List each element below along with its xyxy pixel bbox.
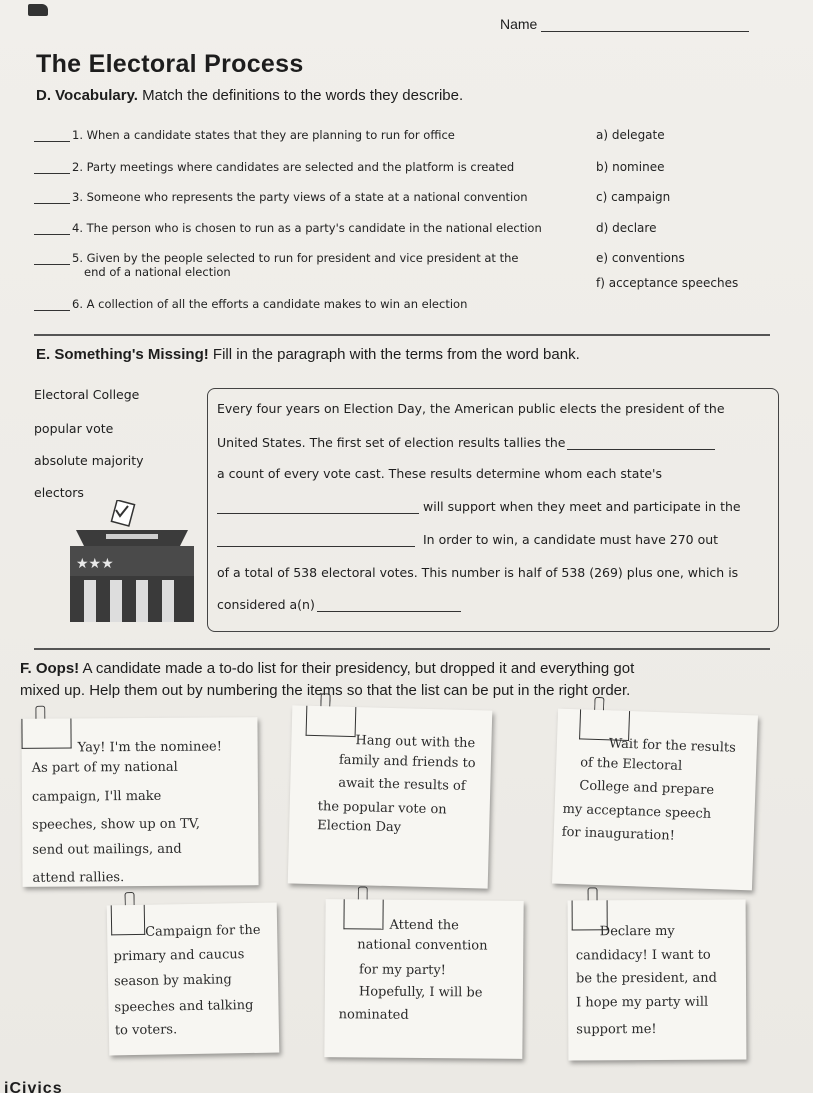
vocab-definition-5: 5. Given by the people selected to run for president and vice president at the bbox=[72, 251, 519, 265]
note-5-pin bbox=[358, 886, 368, 900]
paragraph-line-4-text: will support when they meet and participate in the bbox=[423, 499, 741, 514]
todo-note-4 bbox=[107, 903, 280, 1056]
word-bank-item-4: electors bbox=[34, 485, 84, 500]
note-3-line-2: of the Electoral bbox=[579, 754, 683, 774]
vocab-definition-5-cont: end of a national election bbox=[84, 265, 231, 279]
note-6-text bbox=[576, 922, 718, 1040]
note-1-pin bbox=[35, 706, 45, 720]
note-2-line-2: family and friends to bbox=[338, 752, 476, 771]
note-5-line-1: Attend the bbox=[389, 917, 459, 934]
section-divider-2 bbox=[34, 648, 770, 650]
note-5-line-5: nominated bbox=[338, 1007, 409, 1023]
vocab-definition-1: 1. When a candidate states that they are planning to run for office bbox=[72, 128, 455, 142]
name-field[interactable] bbox=[500, 16, 749, 32]
page-title: The Electoral Process bbox=[36, 50, 304, 78]
note-1-line-3: campaign, I'll make bbox=[31, 788, 162, 805]
todo-note-1 bbox=[21, 717, 258, 887]
section-e-heading bbox=[36, 346, 580, 363]
answer-blank-5[interactable] bbox=[34, 255, 70, 265]
section-f-heading bbox=[20, 660, 634, 677]
vocab-item-2 bbox=[34, 160, 514, 174]
paragraph-blank-1[interactable] bbox=[567, 438, 715, 450]
section-d-label: D. Vocabulary. bbox=[36, 87, 138, 104]
note-1-line-5: send out mailings, and bbox=[32, 841, 182, 858]
note-1-line-6: attend rallies. bbox=[32, 869, 125, 886]
note-1-line-2: As part of my national bbox=[31, 759, 178, 776]
paragraph-line-4 bbox=[217, 499, 741, 514]
paragraph-line-3: a count of every vote cast. These results determine whom each state's bbox=[217, 466, 663, 481]
note-6-line-3: be the president, and bbox=[575, 970, 717, 987]
todo-note-6 bbox=[568, 900, 747, 1061]
note-3-line-4: my acceptance speech bbox=[562, 801, 712, 822]
note-4-line-4: speeches and talking bbox=[114, 997, 254, 1015]
todo-note-2 bbox=[288, 705, 493, 888]
paragraph-line-1: Every four years on Election Day, the American public elects the president of the bbox=[217, 401, 725, 416]
word-bank-item-2: popular vote bbox=[34, 421, 114, 436]
paragraph-line-6: of a total of 538 electoral votes. This number is half of 538 (269) plus one, which is bbox=[217, 565, 739, 580]
vocab-item-4 bbox=[34, 221, 542, 235]
vocab-item-6 bbox=[34, 297, 467, 311]
vocab-item-5 bbox=[34, 251, 518, 265]
paragraph-line-7 bbox=[217, 597, 461, 612]
answer-blank-4[interactable] bbox=[34, 225, 70, 235]
todo-note-3 bbox=[552, 709, 758, 891]
name-label: Name bbox=[500, 16, 538, 32]
vocab-definition-3: 3. Someone who represents the party views of a state at a national convention bbox=[72, 190, 528, 204]
note-5-line-2: national convention bbox=[357, 936, 488, 954]
note-1-line-4: speeches, show up on TV, bbox=[32, 816, 201, 833]
option-c: c) campaign bbox=[596, 190, 671, 204]
word-bank-item-1: Electoral College bbox=[34, 387, 140, 402]
note-4-line-5: to voters. bbox=[114, 1022, 178, 1039]
answer-blank-3[interactable] bbox=[34, 194, 70, 204]
answer-blank-6[interactable] bbox=[34, 301, 70, 311]
name-blank[interactable] bbox=[541, 18, 749, 32]
note-6-line-5: support me! bbox=[576, 1022, 657, 1038]
section-f-instructions: A candidate made a to-do list for their presidency, but dropped it and everything got bbox=[82, 660, 635, 677]
note-3-line-5: for inauguration! bbox=[561, 824, 676, 844]
svg-text:★★★: ★★★ bbox=[76, 556, 114, 572]
todo-note-5 bbox=[324, 899, 523, 1059]
note-4-line-1: Campaign for the bbox=[145, 922, 261, 940]
paragraph-line-2 bbox=[217, 435, 715, 450]
note-1-line-1: Yay! I'm the nominee! bbox=[77, 739, 222, 756]
note-3-text bbox=[561, 733, 736, 848]
section-e-label: E. Something's Missing! bbox=[36, 346, 209, 363]
option-e: e) conventions bbox=[596, 251, 685, 265]
option-a: a) delegate bbox=[596, 128, 665, 142]
paragraph-blank-4[interactable] bbox=[317, 600, 461, 612]
answer-blank-1[interactable] bbox=[34, 132, 70, 142]
section-divider-1 bbox=[34, 334, 770, 336]
corner-mark bbox=[28, 4, 48, 16]
note-4-text bbox=[113, 921, 262, 1041]
note-4-line-2: primary and caucus bbox=[113, 946, 245, 964]
note-1-text bbox=[32, 737, 223, 887]
note-6-line-2: candidacy! I want to bbox=[575, 947, 711, 963]
option-f: f) acceptance speeches bbox=[596, 276, 739, 290]
paragraph-line-5-text: In order to win, a candidate must have 270 out bbox=[423, 532, 719, 547]
note-2-line-5: Election Day bbox=[317, 818, 402, 836]
icivics-logo: iCivics bbox=[4, 1080, 63, 1093]
paragraph-line-5 bbox=[217, 532, 718, 547]
note-2-line-3: await the results of bbox=[338, 775, 466, 794]
vocab-definition-6: 6. A collection of all the efforts a candidate makes to win an election bbox=[72, 297, 468, 311]
vocab-definition-4: 4. The person who is chosen to run as a party's candidate in the national election bbox=[72, 221, 542, 235]
note-5-line-3: for my party! bbox=[359, 962, 447, 979]
section-d-instructions: Match the definitions to the words they describe. bbox=[142, 87, 464, 104]
paragraph-line-7-text: considered a(n) bbox=[217, 597, 315, 612]
note-2-line-1: Hang out with the bbox=[355, 733, 476, 752]
vocab-definition-2: 2. Party meetings where candidates are selected and the platform is created bbox=[72, 160, 515, 174]
section-d-heading bbox=[36, 87, 463, 104]
note-6-pin bbox=[588, 887, 598, 901]
section-f-label: F. Oops! bbox=[20, 660, 80, 677]
section-f-instructions-cont: mixed up. Help them out by numbering the items so that the list can be put in the right order. bbox=[20, 682, 631, 699]
note-6-line-4: I hope my party will bbox=[576, 994, 709, 1010]
note-2-line-4: the popular vote on bbox=[317, 798, 447, 817]
vocab-item-1 bbox=[34, 128, 455, 142]
paragraph-blank-2[interactable] bbox=[217, 502, 419, 514]
note-5-line-4: Hopefully, I will be bbox=[358, 983, 483, 1001]
note-3-line-1: Wait for the results bbox=[608, 736, 737, 756]
note-2-text bbox=[297, 730, 476, 840]
vocab-item-3 bbox=[34, 190, 528, 204]
option-b: b) nominee bbox=[596, 160, 665, 174]
paragraph-line-2-text: United States. The first set of election results tallies the bbox=[217, 435, 566, 450]
ballot-box-icon bbox=[66, 500, 198, 624]
section-e-instructions: Fill in the paragraph with the terms from the word bank. bbox=[212, 346, 580, 363]
note-4-line-3: season by making bbox=[113, 972, 232, 990]
note-5-text bbox=[337, 915, 488, 1026]
note-6-line-1: Declare my bbox=[599, 923, 675, 940]
word-bank-item-3: absolute majority bbox=[34, 453, 144, 468]
note-3-line-3: College and prepare bbox=[579, 778, 715, 799]
paragraph-blank-3[interactable] bbox=[217, 535, 415, 547]
answer-blank-2[interactable] bbox=[34, 164, 70, 174]
option-d: d) declare bbox=[596, 221, 657, 235]
